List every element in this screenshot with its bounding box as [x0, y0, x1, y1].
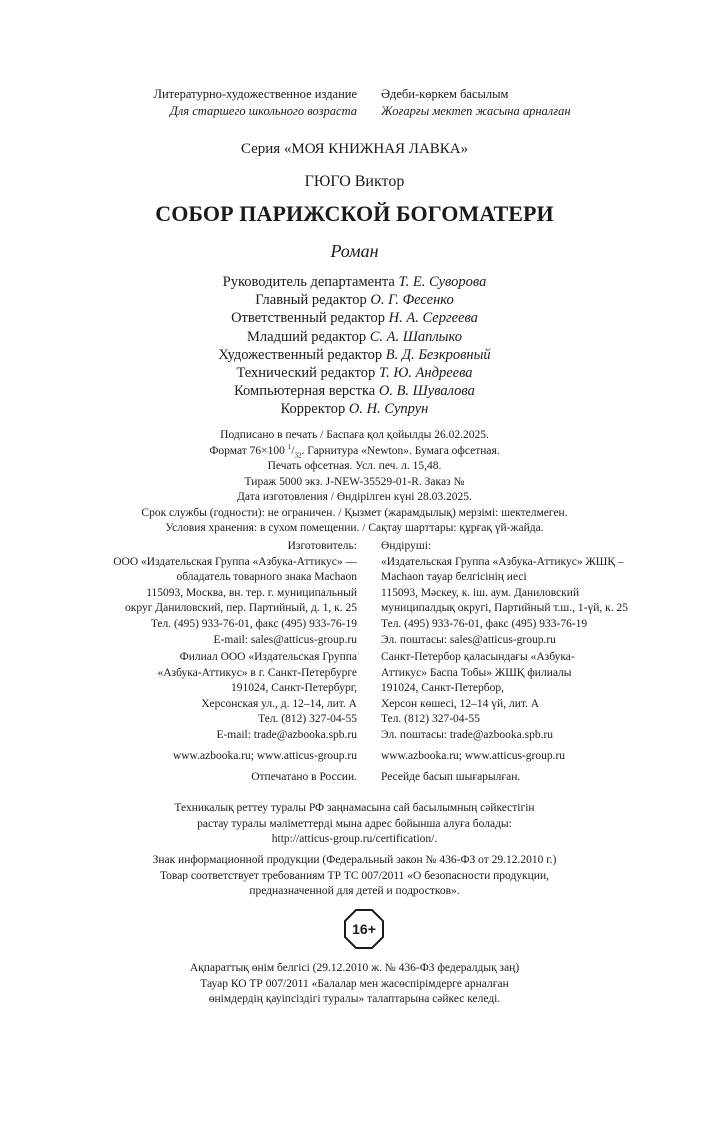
address-line: 115093, Мәскеу, к. іш. аум. Даниловский — [381, 586, 580, 599]
address-line: Филиал ООО «Издательская Группа — [179, 651, 357, 663]
staff-line: Корректор О. Н. Супрун — [280, 401, 429, 418]
book-genre: Роман — [330, 241, 379, 261]
address-line: ООО «Издательская Группа «Азбука-Аттикус» — — [113, 555, 357, 568]
book-title: СОБОР ПАРИЖСКОЙ БОГОМАТЕРИ — [155, 201, 554, 226]
info-sign-kz — [0, 961, 709, 1008]
circulation-line: Тираж 5000 экз. J-NEW-35529-01-R. Заказ № — [244, 475, 465, 488]
series-name: Серия «МОЯ КНИЖНАЯ ЛАВКА» — [240, 141, 469, 157]
address-line: «Издательская Группа «Азбука-Аттикус» ЖШҚ – — [381, 555, 624, 568]
age-rating-text: 16+ — [352, 921, 376, 937]
address-line: Аттикус» Баспа Тобы» ЖШҚ филиалы — [381, 666, 572, 679]
header-right — [381, 86, 681, 120]
staff-line: Главный редактор О. Г. Фесенко — [255, 292, 454, 309]
staff-line: Руководитель департамента Т. Е. Суворова — [222, 274, 487, 290]
header-left — [40, 86, 357, 120]
printed-in-ru: Отпечатано в России. — [251, 771, 357, 783]
signed-date: Подписано в печать / Баспаға қол қойылды 26.02.2025. — [220, 429, 489, 441]
address-line: «Азбука-Аттикус» в г. Санкт-Петербурге — [157, 666, 357, 679]
email-line: E-mail: sales@atticus-group.ru — [213, 633, 357, 646]
info-sign-line: өнімдердің қауіпсіздігі туралы» талаптарына сәйкес келеді. — [208, 993, 501, 1006]
address-line: Херсон көшесі, 12–14 үй, лит. А — [381, 697, 540, 710]
websites-ru: www.azbooka.ru; www.atticus-group.ru — [172, 750, 357, 762]
staff-line: Ответственный редактор Н. А. Сергеева — [231, 310, 478, 327]
address-line: муниципалдық округі, Партийный т.ш., 1-үй, к. 25 — [381, 602, 628, 615]
edition-type-kz: Әдеби-көркем басылым — [381, 87, 509, 101]
address-line: обладатель товарного знака Machaon — [176, 571, 357, 584]
staff-line: Компьютерная верстка О. В. Шувалова — [234, 383, 475, 400]
printing-line: Печать офсетная. Усл. печ. л. 15,48. — [267, 460, 442, 472]
printing-info — [0, 428, 709, 537]
certification-line: растау туралы мәліметтерді мына адрес бойынша алуға болады: — [197, 817, 512, 830]
manufacturer-kz — [381, 539, 691, 648]
email-line: Эл. поштасы: sales@atticus-group.ru — [381, 633, 556, 646]
branch-ru — [40, 650, 357, 744]
address-line: Тел. (495) 933-76-01, факс (495) 933-76-19 — [381, 617, 588, 630]
audience-kz: Жоғарғы мектеп жасына арналған — [381, 104, 571, 118]
address-line: Санкт-Петербор қаласындағы «Азбука- — [381, 651, 575, 663]
service-life: Срок службы (годности): не ограничен. / Қызмет (жарамдылық) мерзімі: шектелмеген. — [141, 506, 568, 519]
address-line: 191024, Санкт-Петербург, — [231, 682, 357, 695]
certification-line: Техникалық реттеу туралы РФ заңнамасына сай басылымның сәйкестігін — [174, 802, 535, 814]
info-sign-line: Товар соответствует требованиям ТР ТС 007/2011 «О безопасности продукции, — [160, 869, 549, 882]
info-sign-ru — [0, 853, 709, 900]
edition-type-ru: Литературно-художественное издание — [153, 87, 357, 101]
manufacturer-heading: Өндіруші: — [381, 540, 432, 552]
address-line: Тел. (812) 327-04-55 — [258, 713, 357, 726]
staff-line: Технический редактор Т. Ю. Андреева — [236, 365, 473, 382]
certification-url: http://atticus-group.ru/certification/. — [271, 833, 438, 846]
email-line: E-mail: trade@azbooka.spb.ru — [216, 728, 357, 741]
info-sign-line: Знак информационной продукции (Федеральный закон № 436-ФЗ от 29.12.2010 г.) — [152, 854, 557, 866]
age-rating-badge — [343, 908, 385, 950]
staff-credits — [0, 273, 709, 419]
email-line: Эл. поштасы: trade@azbooka.spb.ru — [381, 728, 554, 741]
websites-kz: www.azbooka.ru; www.atticus-group.ru — [381, 750, 566, 762]
manufacturer-ru — [40, 539, 357, 648]
address-line: Тел. (812) 327-04-55 — [381, 713, 480, 726]
storage-conditions: Условия хранения: в сухом помещении. / Сақтау шарттары: құрғақ үй-жайда. — [165, 522, 544, 534]
address-line: 191024, Санкт-Петербор, — [381, 682, 504, 695]
address-line: Херсонская ул., д. 12–14, лит. А — [201, 697, 357, 710]
format-line: Формат 76×100 $^1/_{32}$. Гарнитура «Newton». Бумага офсетная. — [209, 442, 500, 459]
info-sign-line: предназначенной для детей и подростков». — [249, 885, 460, 898]
address-line: 115093, Москва, вн. тер. г. муниципальный — [146, 586, 357, 599]
address-line: округ Даниловский, пер. Партийный, д. 1, к. 25 — [125, 602, 357, 615]
address-line: Machaon тауар белгісінің иесі — [381, 571, 527, 584]
manufacture-date: Дата изготовления / Өндірілген күні 28.03.2025. — [237, 491, 472, 503]
author-name: ГЮГО Виктор — [304, 173, 405, 190]
printed-in-kz: Ресейде басып шығарылған. — [381, 771, 521, 783]
info-sign-line: Ақпараттық өнім белгісі (29.12.2010 ж. № 436-ФЗ федералдық заң) — [189, 962, 520, 974]
certification-note — [0, 801, 709, 848]
info-sign-line: Тауар КО ТР 007/2011 «Балалар мен жасөспірімдерге арналған — [200, 977, 509, 990]
address-line: Тел. (495) 933-76-01, факс (495) 933-76-19 — [150, 617, 357, 630]
audience-ru: Для старшего школьного возраста — [169, 104, 357, 118]
manufacturer-heading: Изготовитель: — [287, 540, 357, 552]
staff-line: Младший редактор С. А. Шаплыко — [247, 328, 462, 345]
staff-line: Художественный редактор В. Д. Безкровный — [218, 346, 491, 363]
branch-kz — [381, 650, 691, 744]
